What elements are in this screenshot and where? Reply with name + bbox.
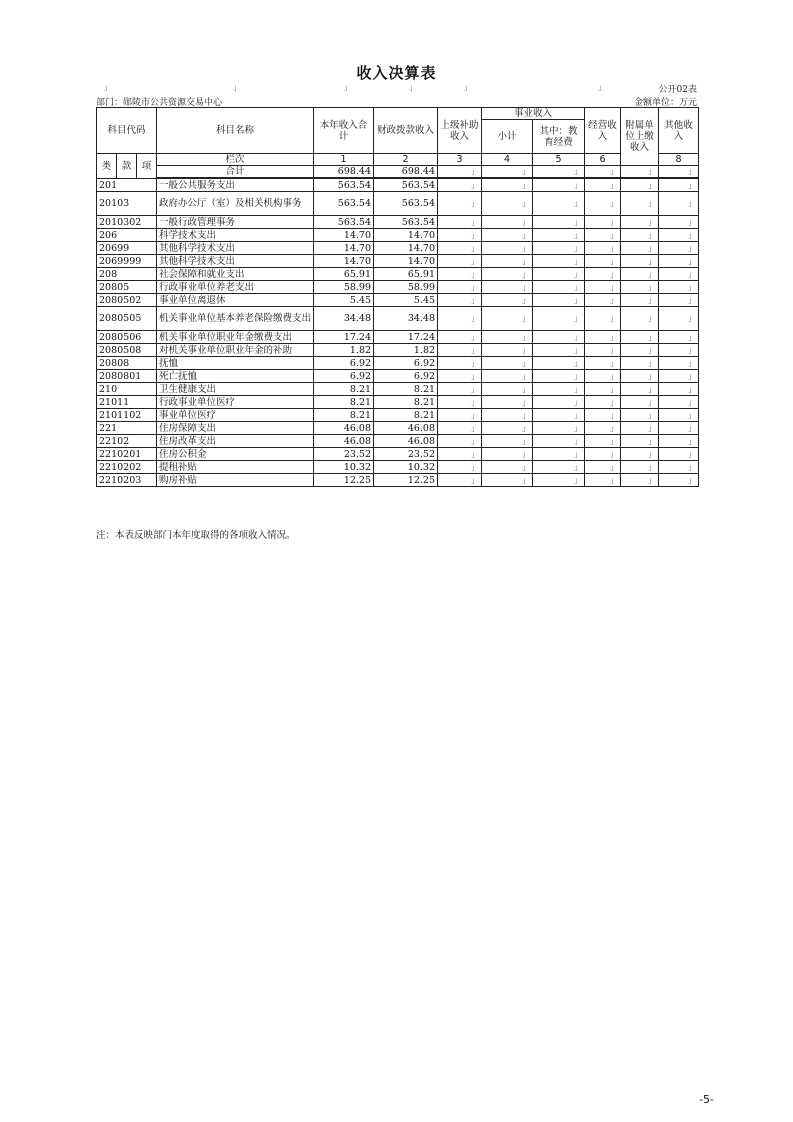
subject-name: 住房公积金	[157, 448, 314, 461]
scan-mark: 」	[659, 396, 699, 409]
fiscal-income: 563.54	[374, 216, 438, 229]
scan-mark: 」	[438, 307, 482, 331]
scan-mark: 」	[621, 383, 659, 396]
scan-mark: 」	[585, 216, 621, 229]
income-total: 58.99	[314, 281, 374, 294]
scan-mark: 」	[659, 294, 699, 307]
scan-mark: 」	[438, 268, 482, 281]
income-total: 14.70	[314, 229, 374, 242]
subject-name: 行政事业单位医疗	[157, 396, 314, 409]
scan-mark: 」	[659, 216, 699, 229]
page-number: -5-	[699, 1093, 714, 1106]
subject-name: 机关事业单位基本养老保险缴费支出	[157, 307, 314, 331]
scan-mark: 」	[585, 179, 621, 192]
scan-mark: 」	[482, 179, 533, 192]
income-total: 23.52	[314, 448, 374, 461]
fiscal-income: 5.45	[374, 294, 438, 307]
table-row	[97, 242, 699, 255]
header-operating: 经营收入	[585, 108, 621, 154]
scan-mark: 」	[438, 344, 482, 357]
fiscal-income: 1.82	[374, 344, 438, 357]
table-row	[97, 216, 699, 229]
scan-mark: 」	[482, 242, 533, 255]
scan-mark: 」	[438, 461, 482, 474]
header-total: 本年收入合计	[314, 108, 374, 154]
scan-mark: 」	[533, 281, 585, 294]
scan-mark: 」	[621, 281, 659, 294]
subject-name: 卫生健康支出	[157, 383, 314, 396]
subject-code: 2080801	[97, 370, 157, 383]
scan-mark: 」	[438, 281, 482, 294]
scan-mark: 」	[533, 229, 585, 242]
table-row	[97, 448, 699, 461]
subject-name: 住房改革支出	[157, 435, 314, 448]
scan-mark: 」	[621, 474, 659, 487]
scan-marks	[96, 82, 698, 92]
scan-mark: 」	[438, 435, 482, 448]
total-value: 698.44	[314, 166, 374, 178]
table-row	[97, 268, 699, 281]
fiscal-income: 12.25	[374, 474, 438, 487]
scan-mark: 」	[482, 192, 533, 216]
header-subtotal: 小计	[482, 120, 533, 154]
scan-mark: 」	[621, 294, 659, 307]
table-row	[97, 435, 699, 448]
scan-mark: 」	[585, 281, 621, 294]
scan-mark: 」	[621, 166, 659, 178]
subject-name: 其他科学技术支出	[157, 242, 314, 255]
scan-mark: 」	[585, 242, 621, 255]
subject-name: 科学技术支出	[157, 229, 314, 242]
scan-mark: 」	[659, 242, 699, 255]
fiscal-income: 8.21	[374, 396, 438, 409]
scan-mark: 」	[482, 357, 533, 370]
fiscal-income: 65.91	[374, 268, 438, 281]
scan-mark: 」	[438, 179, 482, 192]
scan-mark: 」	[533, 409, 585, 422]
column-number: 6	[585, 154, 621, 166]
scan-mark: 」	[621, 448, 659, 461]
table-row	[97, 229, 699, 242]
subject-name: 一般行政管理事务	[157, 216, 314, 229]
table-row	[97, 307, 699, 331]
fiscal-income: 34.48	[374, 307, 438, 331]
scan-mark: 」	[659, 166, 699, 178]
table-row	[97, 255, 699, 268]
subject-code: 206	[97, 229, 157, 242]
header-business: 事业收入	[482, 108, 585, 120]
subject-name: 行政事业单位养老支出	[157, 281, 314, 294]
scan-mark: 」	[621, 229, 659, 242]
scan-mark: 」	[533, 370, 585, 383]
scan-mark: 」	[621, 370, 659, 383]
subject-code: 20808	[97, 357, 157, 370]
scan-mark: 」	[533, 474, 585, 487]
scan-mark: 」	[482, 229, 533, 242]
scan-mark: 」	[621, 435, 659, 448]
scan-mark: 」	[621, 268, 659, 281]
scan-mark: 」	[438, 294, 482, 307]
table-row	[97, 192, 699, 216]
table-row	[97, 357, 699, 370]
subject-code: 2080508	[97, 344, 157, 357]
subject-name: 政府办公厅（室）及相关机构事务	[157, 192, 314, 216]
income-total: 6.92	[314, 357, 374, 370]
income-total: 12.25	[314, 474, 374, 487]
scan-mark: 」	[438, 474, 482, 487]
scan-mark: 」	[533, 294, 585, 307]
scan-mark: 」	[482, 422, 533, 435]
column-number: 8	[659, 154, 699, 166]
scan-mark: 」	[585, 383, 621, 396]
table-row	[97, 344, 699, 357]
column-number: 5	[533, 154, 585, 166]
scan-mark: 」	[438, 383, 482, 396]
fiscal-income: 8.21	[374, 409, 438, 422]
fiscal-income: 14.70	[374, 242, 438, 255]
form-id: 公开02表	[658, 85, 697, 95]
scan-mark: 」	[533, 435, 585, 448]
scan-mark: 」	[482, 331, 533, 344]
scan-mark: 」	[438, 370, 482, 383]
scan-mark: 」	[533, 242, 585, 255]
subject-code: 210	[97, 383, 157, 396]
income-total: 17.24	[314, 331, 374, 344]
table-row	[97, 396, 699, 409]
subject-name: 一般公共服务支出	[157, 179, 314, 192]
column-number: 2	[374, 154, 438, 166]
income-total: 34.48	[314, 307, 374, 331]
subject-name: 事业单位离退休	[157, 294, 314, 307]
scan-mark: 」	[585, 409, 621, 422]
scan-mark: 」	[438, 216, 482, 229]
scan-mark: 」	[659, 422, 699, 435]
income-total: 563.54	[314, 192, 374, 216]
subject-name: 事业单位医疗	[157, 409, 314, 422]
scan-mark: 」	[482, 344, 533, 357]
scan-mark: 」	[659, 344, 699, 357]
table-row	[97, 383, 699, 396]
subject-name: 对机关事业单位职业年金的补助	[157, 344, 314, 357]
income-total: 8.21	[314, 383, 374, 396]
scan-mark: 」	[621, 357, 659, 370]
total-label: 合计	[157, 166, 314, 178]
fiscal-income: 46.08	[374, 422, 438, 435]
scan-mark: 」	[233, 83, 241, 92]
subject-code: 21011	[97, 396, 157, 409]
scan-mark: 」	[438, 229, 482, 242]
scan-mark: 」	[659, 281, 699, 294]
subject-code: 208	[97, 268, 157, 281]
unit-label: 金额单位：万元	[633, 98, 697, 108]
scan-mark: 」	[482, 294, 533, 307]
scan-mark: 」	[533, 307, 585, 331]
table-row	[97, 422, 699, 435]
scan-mark: 」	[438, 448, 482, 461]
scan-mark: 」	[482, 281, 533, 294]
scan-mark: 」	[482, 268, 533, 281]
scan-mark: 」	[621, 307, 659, 331]
scan-mark: 」	[464, 83, 472, 92]
scan-mark: 」	[533, 331, 585, 344]
scan-mark: 」	[659, 192, 699, 216]
table-row	[97, 370, 699, 383]
scan-mark: 」	[482, 383, 533, 396]
header-affiliated: 附属单位上缴收入	[621, 108, 659, 166]
scan-mark: 」	[659, 357, 699, 370]
income-table	[96, 107, 699, 487]
scan-mark: 」	[621, 179, 659, 192]
scan-mark: 」	[533, 422, 585, 435]
scan-mark: 」	[621, 461, 659, 474]
subject-code: 20103	[97, 192, 157, 216]
scan-mark: 」	[621, 331, 659, 344]
fiscal-income: 10.32	[374, 461, 438, 474]
subject-code: 2210202	[97, 461, 157, 474]
scan-mark: 」	[533, 166, 585, 178]
scan-mark: 」	[533, 461, 585, 474]
table-row	[97, 281, 699, 294]
scan-mark: 」	[533, 357, 585, 370]
subject-name: 死亡抚恤	[157, 370, 314, 383]
subject-name: 其他科学技术支出	[157, 255, 314, 268]
fiscal-income: 17.24	[374, 331, 438, 344]
scan-mark: 」	[585, 268, 621, 281]
subject-code: 2210203	[97, 474, 157, 487]
subject-code: 2080502	[97, 294, 157, 307]
scan-mark: 」	[533, 255, 585, 268]
column-number: 1	[314, 154, 374, 166]
department-label: 部门：郧陵市公共资源交易中心	[96, 98, 223, 108]
scan-mark: 」	[585, 435, 621, 448]
scan-mark: 」	[482, 166, 533, 178]
table-row	[97, 179, 699, 192]
total-fiscal: 698.44	[374, 166, 438, 178]
income-total: 1.82	[314, 344, 374, 357]
scan-mark: 」	[104, 83, 112, 92]
scan-mark: 」	[585, 255, 621, 268]
scan-mark: 」	[585, 192, 621, 216]
page-title: 收入决算表	[356, 64, 437, 82]
scan-mark: 」	[585, 344, 621, 357]
income-total: 6.92	[314, 370, 374, 383]
scan-mark: 」	[659, 229, 699, 242]
subject-code: 2210201	[97, 448, 157, 461]
header-name: 科目名称	[157, 108, 314, 154]
scan-mark: 」	[438, 166, 482, 178]
income-total: 8.21	[314, 409, 374, 422]
scan-mark: 」	[438, 192, 482, 216]
scan-mark: 」	[585, 396, 621, 409]
scan-mark: 」	[482, 448, 533, 461]
scan-mark: 」	[659, 435, 699, 448]
income-total: 5.45	[314, 294, 374, 307]
scan-mark: 」	[585, 474, 621, 487]
fiscal-income: 6.92	[374, 370, 438, 383]
income-total: 14.70	[314, 255, 374, 268]
scan-mark: 」	[533, 179, 585, 192]
scan-mark: 」	[438, 331, 482, 344]
fiscal-income: 563.54	[374, 179, 438, 192]
scan-mark: 」	[585, 294, 621, 307]
scan-mark: 」	[482, 396, 533, 409]
income-total: 563.54	[314, 179, 374, 192]
header-fiscal: 财政拨款收入	[374, 108, 438, 154]
scan-mark: 」	[438, 242, 482, 255]
scan-mark: 」	[598, 83, 606, 92]
fiscal-income: 58.99	[374, 281, 438, 294]
fiscal-income: 14.70	[374, 229, 438, 242]
subject-name: 机关事业单位职业年金缴费支出	[157, 331, 314, 344]
scan-mark: 」	[659, 409, 699, 422]
subject-code: 20805	[97, 281, 157, 294]
fiscal-income: 14.70	[374, 255, 438, 268]
scan-mark: 」	[621, 192, 659, 216]
scan-mark: 」	[409, 83, 417, 92]
income-total: 46.08	[314, 435, 374, 448]
scan-mark: 」	[482, 216, 533, 229]
table-row	[97, 294, 699, 307]
scan-mark: 」	[621, 409, 659, 422]
fiscal-income: 46.08	[374, 435, 438, 448]
subject-code: 2010302	[97, 216, 157, 229]
scan-mark: 」	[659, 179, 699, 192]
income-total: 10.32	[314, 461, 374, 474]
subject-code: 2069999	[97, 255, 157, 268]
column-number: 4	[482, 154, 533, 166]
scan-mark: 」	[659, 255, 699, 268]
scan-mark: 」	[482, 435, 533, 448]
subject-name: 抚恤	[157, 357, 314, 370]
header-lei: 类	[97, 154, 117, 179]
scan-mark: 」	[659, 370, 699, 383]
scan-mark: 」	[585, 307, 621, 331]
scan-mark: 」	[621, 242, 659, 255]
subject-code: 221	[97, 422, 157, 435]
scan-mark: 」	[621, 344, 659, 357]
footnote: 注：本表反映部门本年度取得的各项收入情况。	[96, 530, 296, 541]
fiscal-income: 6.92	[374, 357, 438, 370]
fiscal-income: 563.54	[374, 192, 438, 216]
scan-mark: 」	[533, 383, 585, 396]
subject-code: 2080505	[97, 307, 157, 331]
header-column-row-label: 栏次	[157, 154, 314, 166]
subject-name: 住房保障支出	[157, 422, 314, 435]
scan-mark: 」	[482, 461, 533, 474]
income-total: 563.54	[314, 216, 374, 229]
scan-mark: 」	[438, 422, 482, 435]
subject-code: 201	[97, 179, 157, 192]
scan-mark: 」	[659, 268, 699, 281]
scan-mark: 」	[482, 409, 533, 422]
header-other: 其他收入	[659, 108, 699, 154]
column-number: 3	[438, 154, 482, 166]
fiscal-income: 8.21	[374, 383, 438, 396]
header-upper: 上级补助收入	[438, 108, 482, 154]
subject-code: 20699	[97, 242, 157, 255]
scan-mark: 」	[659, 307, 699, 331]
scan-mark: 」	[659, 448, 699, 461]
scan-mark: 」	[659, 461, 699, 474]
scan-mark: 」	[482, 474, 533, 487]
scan-mark: 」	[585, 422, 621, 435]
table-row	[97, 461, 699, 474]
scan-mark: 」	[533, 192, 585, 216]
subject-code: 2080506	[97, 331, 157, 344]
fiscal-income: 23.52	[374, 448, 438, 461]
scan-mark: 」	[659, 383, 699, 396]
table-row	[97, 331, 699, 344]
subject-name: 社会保障和就业支出	[157, 268, 314, 281]
subject-name: 购房补贴	[157, 474, 314, 487]
income-total: 46.08	[314, 422, 374, 435]
scan-mark: 」	[585, 331, 621, 344]
scan-mark: 」	[585, 448, 621, 461]
scan-mark: 」	[533, 216, 585, 229]
scan-mark: 」	[621, 396, 659, 409]
scan-mark: 」	[585, 461, 621, 474]
header-xiang: 项	[137, 154, 157, 179]
scan-mark: 」	[659, 474, 699, 487]
scan-mark: 」	[482, 370, 533, 383]
scan-mark: 」	[659, 331, 699, 344]
scan-mark: 」	[533, 448, 585, 461]
scan-mark: 」	[621, 255, 659, 268]
scan-mark: 」	[482, 255, 533, 268]
scan-mark: 」	[344, 83, 352, 92]
scan-mark: 」	[482, 307, 533, 331]
header-sub-edu: 其中：教育经费	[533, 120, 585, 154]
table-row	[97, 409, 699, 422]
scan-mark: 」	[621, 422, 659, 435]
scan-mark: 」	[585, 166, 621, 178]
scan-mark: 」	[438, 409, 482, 422]
subject-code: 22102	[97, 435, 157, 448]
table-row	[97, 474, 699, 487]
scan-mark: 」	[438, 255, 482, 268]
header-kuan: 款	[117, 154, 137, 179]
scan-mark: 」	[533, 396, 585, 409]
scan-mark: 」	[438, 396, 482, 409]
income-total: 8.21	[314, 396, 374, 409]
income-total: 14.70	[314, 242, 374, 255]
subject-name: 提租补贴	[157, 461, 314, 474]
scan-mark: 」	[585, 370, 621, 383]
scan-mark: 」	[533, 344, 585, 357]
scan-mark: 」	[621, 216, 659, 229]
income-total: 65.91	[314, 268, 374, 281]
scan-mark: 」	[533, 268, 585, 281]
scan-mark: 」	[585, 229, 621, 242]
scan-mark: 」	[585, 357, 621, 370]
scan-mark: 」	[438, 357, 482, 370]
header-code-group: 科目代码	[97, 108, 157, 154]
subject-code: 2101102	[97, 409, 157, 422]
